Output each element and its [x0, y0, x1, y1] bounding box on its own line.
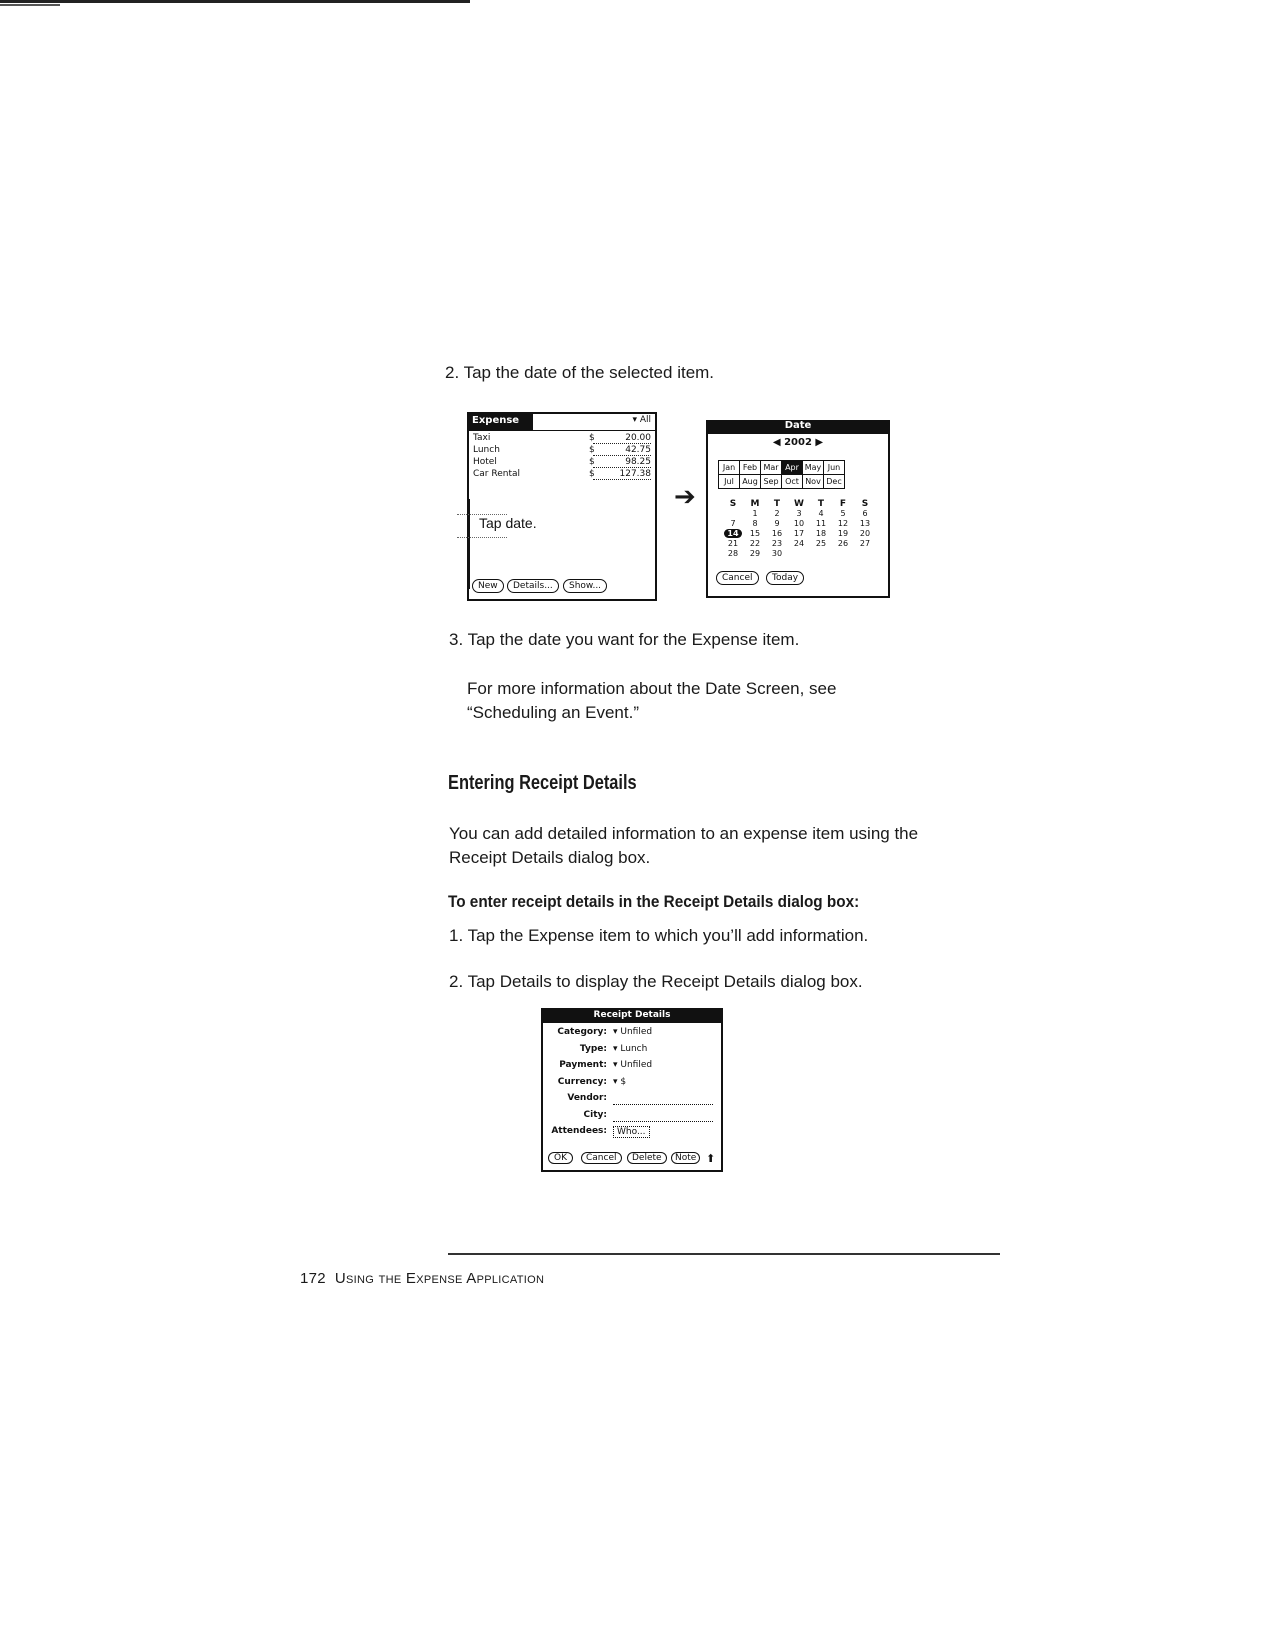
day-cell[interactable]: 17 [793, 529, 805, 538]
day-cell[interactable]: 28 [727, 549, 739, 558]
field-label: City: [583, 1109, 607, 1120]
expense-amount[interactable]: 42.75 [593, 445, 651, 456]
day-cell[interactable]: 15 [749, 529, 761, 538]
day-cell [788, 549, 810, 559]
day-cell[interactable]: 27 [859, 539, 871, 548]
day-cell[interactable]: 20 [859, 529, 871, 538]
month-cell[interactable]: Aug [740, 475, 761, 489]
details-button[interactable]: Details... [507, 579, 559, 593]
month-cell[interactable]: Nov [803, 475, 824, 489]
month-cell[interactable]: Mar [761, 461, 782, 475]
day-cell[interactable]: 10 [793, 519, 805, 528]
day-cell[interactable]: 29 [749, 549, 761, 558]
day-cell[interactable]: 9 [774, 519, 780, 528]
day-cell[interactable]: 22 [749, 539, 761, 548]
day-cell[interactable]: 12 [837, 519, 849, 528]
text-field[interactable] [613, 1120, 713, 1122]
field-label: Payment: [559, 1060, 607, 1070]
year-selector[interactable] [708, 437, 888, 448]
date-title: Date [708, 420, 888, 434]
field-value[interactable]: ▾ Unfiled [613, 1060, 653, 1070]
month-cell[interactable]: Sep [761, 475, 782, 489]
expense-amount[interactable]: 98.25 [593, 457, 651, 468]
expense-item-label[interactable]: Taxi [473, 433, 491, 443]
field-value[interactable]: ▾ Unfiled [613, 1027, 653, 1037]
expense-row[interactable] [473, 469, 651, 482]
section-heading: Entering Receipt Details [448, 772, 637, 794]
selected-day[interactable]: 14 [724, 529, 741, 538]
prev-year-icon[interactable]: ◀ [772, 437, 781, 448]
month-cell[interactable]: Feb [740, 461, 761, 475]
day-cell[interactable]: 8 [752, 519, 758, 528]
category-dropdown[interactable]: ▾ All [632, 415, 651, 425]
day-cell[interactable]: 23 [771, 539, 783, 548]
day-cell[interactable]: 7 [730, 519, 736, 528]
month-grid [718, 460, 845, 489]
currency-symbol: $ [589, 433, 595, 443]
day-grid [722, 499, 876, 559]
day-cell[interactable]: 2 [774, 509, 780, 518]
currency-symbol: $ [589, 445, 595, 455]
day-cell[interactable]: 25 [815, 539, 827, 548]
top-rule [0, 0, 470, 3]
month-cell[interactable]: Jul [719, 475, 740, 489]
chapter-title: Using the Expense Application [334, 1270, 545, 1287]
cancel-button[interactable]: Cancel [581, 1152, 622, 1164]
day-cell[interactable]: 18 [815, 529, 827, 538]
date-screen [706, 420, 890, 598]
procedure-heading: To enter receipt details in the Receipt Details dialog box: [448, 892, 860, 911]
expense-title: Expense [469, 414, 533, 430]
field-value[interactable]: ▾ Lunch [613, 1043, 648, 1054]
section-body: You can add detailed information to an expense item using the Receipt Details dialog box. [449, 824, 919, 867]
tap-date-callout: Tap date. [479, 515, 537, 531]
day-cell[interactable]: 4 [818, 509, 824, 518]
text-field[interactable] [613, 1103, 713, 1105]
day-cell[interactable]: 21 [727, 539, 739, 548]
delete-button[interactable]: Delete [627, 1152, 667, 1164]
month-cell[interactable]: Oct [782, 475, 803, 489]
day-cell [832, 549, 854, 559]
field-label: Attendees: [551, 1126, 607, 1136]
top-rule-accent [0, 4, 60, 6]
note-button[interactable]: Note [671, 1152, 700, 1164]
month-cell[interactable]: Apr [782, 461, 803, 475]
expense-amount[interactable]: 20.00 [593, 433, 651, 444]
weekday-header: M [750, 499, 760, 509]
ok-button[interactable]: OK [548, 1152, 573, 1164]
day-cell[interactable]: 30 [771, 549, 783, 558]
currency-symbol: $ [589, 457, 595, 467]
day-cell[interactable]: 6 [862, 509, 868, 518]
day-cell[interactable]: 11 [815, 519, 827, 528]
month-cell[interactable]: Jan [719, 461, 740, 475]
day-cell[interactable]: 1 [752, 509, 758, 518]
page-footer [300, 1270, 544, 1287]
show-button[interactable]: Show... [563, 579, 607, 593]
expense-screen [467, 412, 657, 601]
expense-amount[interactable]: 127.38 [593, 469, 651, 480]
weekday-header: S [861, 499, 869, 509]
weekday-header: T [773, 499, 781, 509]
weekday-header: W [794, 499, 804, 509]
receipt-details-dialog [541, 1008, 723, 1172]
day-cell[interactable]: 13 [859, 519, 871, 528]
expense-item-label[interactable]: Car Rental [473, 469, 520, 479]
expense-item-label[interactable]: Hotel [473, 457, 497, 467]
day-cell[interactable]: 5 [840, 509, 846, 518]
expense-item-label[interactable]: Lunch [473, 445, 500, 455]
day-cell [722, 509, 744, 519]
weekday-header: T [817, 499, 825, 509]
weekday-header: F [839, 499, 847, 509]
procedure-step-2: 2. Tap Details to display the Receipt Details dialog box. [449, 972, 863, 991]
month-cell[interactable]: Jun [824, 461, 845, 475]
today-button[interactable]: Today [766, 571, 804, 585]
day-cell [810, 549, 832, 559]
arrow-icon: ➔ [674, 482, 696, 512]
day-cell[interactable]: 16 [771, 529, 783, 538]
step-3-text: 3. Tap the date you want for the Expense item. [449, 630, 800, 649]
step-2-text: 2. Tap the date of the selected item. [445, 363, 715, 382]
currency-symbol: $ [589, 469, 595, 479]
day-cell[interactable]: 19 [837, 529, 849, 538]
up-arrow-icon[interactable]: ⬆ [706, 1152, 716, 1165]
field-label: Category: [557, 1027, 607, 1037]
new-button[interactable]: New [472, 579, 504, 593]
cancel-button[interactable]: Cancel [716, 571, 759, 585]
year-label: 2002 [784, 437, 812, 448]
next-year-icon[interactable]: ▶ [815, 437, 824, 448]
field-value[interactable]: ▾ $ [613, 1076, 627, 1087]
procedure-step-1: 1. Tap the Expense item to which you’ll add information. [449, 926, 869, 945]
day-cell[interactable] [722, 529, 744, 539]
field-label: Type: [579, 1043, 607, 1054]
day-cell[interactable]: 24 [793, 539, 805, 548]
weekday-header: S [729, 499, 737, 509]
month-cell[interactable]: Dec [824, 475, 845, 489]
receipt-details-title: Receipt Details [543, 1010, 721, 1023]
month-cell[interactable]: May [803, 461, 824, 475]
day-cell[interactable]: 26 [837, 539, 849, 548]
day-cell[interactable]: 3 [796, 509, 802, 518]
day-cell [854, 549, 876, 559]
field-value[interactable]: Who... [613, 1126, 650, 1138]
more-info-text: For more information about the Date Screen, see “Scheduling an Event.” [467, 679, 837, 722]
page-number: 172 [300, 1270, 326, 1287]
footer-rule [448, 1253, 1000, 1255]
field-label: Vendor: [567, 1093, 607, 1103]
field-label: Currency: [557, 1076, 607, 1087]
